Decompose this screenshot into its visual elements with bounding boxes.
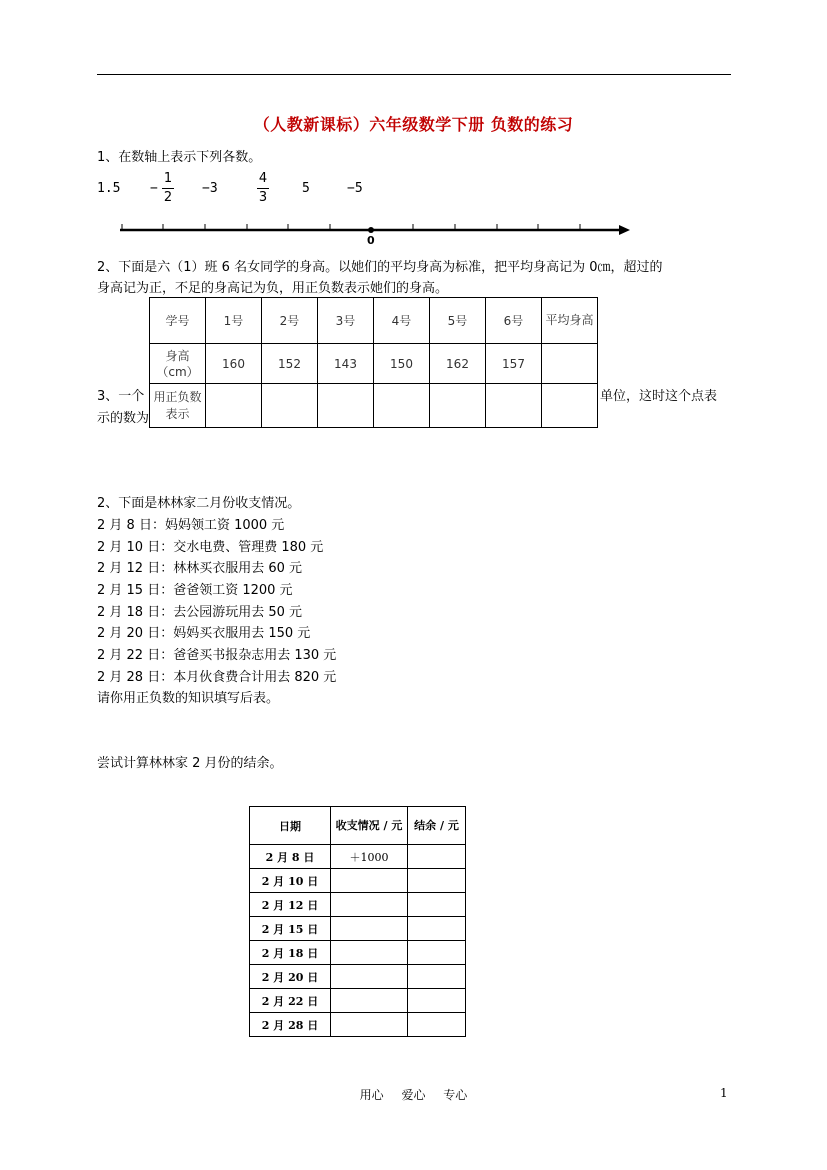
height-cell: 157 xyxy=(486,344,542,384)
header-cell: 收支情况 / 元 xyxy=(331,807,408,845)
amount-cell[interactable] xyxy=(331,941,408,965)
answer-cell[interactable] xyxy=(206,384,262,428)
entry-line: 2 月 15 日：爸爸领工资 1200 元 xyxy=(97,583,293,598)
amount-cell[interactable] xyxy=(331,1013,408,1037)
amount-cell[interactable] xyxy=(331,965,408,989)
table-row xyxy=(250,893,466,917)
table-row xyxy=(250,965,466,989)
number-1-5: 1.5 xyxy=(97,181,121,196)
table-row xyxy=(250,989,466,1013)
header-cell: 5号 xyxy=(430,298,486,344)
entry-line: 2 月 12 日：林林买衣服用去 60 元 xyxy=(97,561,303,576)
fraction-four-thirds xyxy=(255,170,271,207)
entry-line: 2 月 10 日：交水电费、管理费 180 元 xyxy=(97,540,324,555)
date-cell: 2 月 20 日 xyxy=(250,965,331,989)
fraction-bar xyxy=(162,188,174,189)
header-cell: 日期 xyxy=(250,807,331,845)
number-minus-5: −5 xyxy=(347,181,363,196)
fraction-numerator: 4 xyxy=(258,171,268,186)
minus-sign: − xyxy=(150,181,158,196)
balance-cell[interactable] xyxy=(408,869,466,893)
balance-cell[interactable] xyxy=(408,845,466,869)
answer-cell[interactable] xyxy=(486,384,542,428)
q3-left-a: 3、一个 xyxy=(97,389,145,404)
date-cell: 2 月 10 日 xyxy=(250,869,331,893)
balance-cell[interactable] xyxy=(408,941,466,965)
answer-cell[interactable] xyxy=(542,384,598,428)
table-row xyxy=(250,869,466,893)
entry-line: 2 月 28 日：本月伙食费合计用去 820 元 xyxy=(97,670,337,685)
balance-cell[interactable] xyxy=(408,989,466,1013)
table-row xyxy=(250,917,466,941)
signed-row xyxy=(150,384,598,428)
fraction-denominator: 3 xyxy=(258,190,268,205)
balance-table xyxy=(249,806,466,1037)
row-label: 用正负数表示 xyxy=(150,384,206,428)
header-rule xyxy=(97,74,731,75)
header-cell: 3号 xyxy=(318,298,374,344)
table-row xyxy=(250,1013,466,1037)
table-row xyxy=(250,941,466,965)
q3-left-b: 示的数为 xyxy=(97,411,150,426)
q4-ask: 请你用正负数的知识填写后表。 xyxy=(97,691,280,706)
header-cell: 平均身高 xyxy=(542,298,598,344)
fraction-numerator: 1 xyxy=(163,171,173,186)
height-cell xyxy=(542,344,598,384)
balance-cell[interactable] xyxy=(408,893,466,917)
row-label: 身高（cm） xyxy=(150,344,206,384)
q4-try: 尝试计算林林家 2 月份的结余。 xyxy=(97,756,283,771)
header-cell: 结余 / 元 xyxy=(408,807,466,845)
page-footer: 用心 爱心 专心 xyxy=(359,1088,468,1102)
amount-cell[interactable]: ＋1000 xyxy=(331,845,408,869)
height-table xyxy=(149,297,598,428)
height-table-header-row xyxy=(150,298,598,344)
balance-header-row xyxy=(250,807,466,845)
amount-cell[interactable] xyxy=(331,869,408,893)
balance-cell[interactable] xyxy=(408,1013,466,1037)
date-cell: 2 月 18 日 xyxy=(250,941,331,965)
date-cell: 2 月 22 日 xyxy=(250,989,331,1013)
amount-cell[interactable] xyxy=(331,917,408,941)
q4-intro: 2、下面是林林家二月份收支情况。 xyxy=(97,496,301,511)
amount-cell[interactable] xyxy=(331,893,408,917)
date-cell: 2 月 8 日 xyxy=(250,845,331,869)
height-cell: 160 xyxy=(206,344,262,384)
height-row xyxy=(150,344,598,384)
balance-cell[interactable] xyxy=(408,965,466,989)
origin-dot xyxy=(368,227,374,233)
q2-line1: 2、下面是六（1）班 6 名女同学的身高。以她们的平均身高为标准，把平均身高记为 0㎝，超过的 xyxy=(97,260,663,275)
q3-right: 单位，这时这个点表 xyxy=(600,389,718,404)
q2-line2: 身高记为正，不足的身高记为负，用正负数表示她们的身高。 xyxy=(97,281,449,296)
height-cell: 143 xyxy=(318,344,374,384)
header-cell: 6号 xyxy=(486,298,542,344)
table-row xyxy=(250,845,466,869)
date-cell: 2 月 15 日 xyxy=(250,917,331,941)
header-cell: 4号 xyxy=(374,298,430,344)
fraction-half xyxy=(160,170,176,207)
entry-line: 2 月 22 日：爸爸买书报杂志用去 130 元 xyxy=(97,648,337,663)
number-5: 5 xyxy=(302,181,310,196)
header-cell: 学号 xyxy=(150,298,206,344)
header-cell: 2号 xyxy=(262,298,318,344)
answer-cell[interactable] xyxy=(430,384,486,428)
height-cell: 162 xyxy=(430,344,486,384)
page-number: 1 xyxy=(720,1086,728,1100)
fraction-denominator: 2 xyxy=(163,190,173,205)
header-cell: 1号 xyxy=(206,298,262,344)
date-cell: 2 月 12 日 xyxy=(250,893,331,917)
q1-text: 1、在数轴上表示下列各数。 xyxy=(97,150,262,165)
entry-line: 2 月 8 日：妈妈领工资 1000 元 xyxy=(97,518,285,533)
entry-line: 2 月 18 日：去公园游玩用去 50 元 xyxy=(97,605,303,620)
answer-cell[interactable] xyxy=(374,384,430,428)
height-cell: 152 xyxy=(262,344,318,384)
answer-cell[interactable] xyxy=(262,384,318,428)
zero-label: 0 xyxy=(367,234,375,247)
balance-cell[interactable] xyxy=(408,917,466,941)
page-title: （人教新课标）六年级数学下册 负数的练习 xyxy=(253,115,574,134)
fraction-bar xyxy=(257,188,269,189)
number-minus-3: −3 xyxy=(202,181,218,196)
date-cell: 2 月 28 日 xyxy=(250,1013,331,1037)
height-cell: 150 xyxy=(374,344,430,384)
entry-line: 2 月 20 日：妈妈买衣服用去 150 元 xyxy=(97,626,311,641)
amount-cell[interactable] xyxy=(331,989,408,1013)
number-line-arrow xyxy=(619,225,630,235)
answer-cell[interactable] xyxy=(318,384,374,428)
number-line xyxy=(115,218,635,250)
